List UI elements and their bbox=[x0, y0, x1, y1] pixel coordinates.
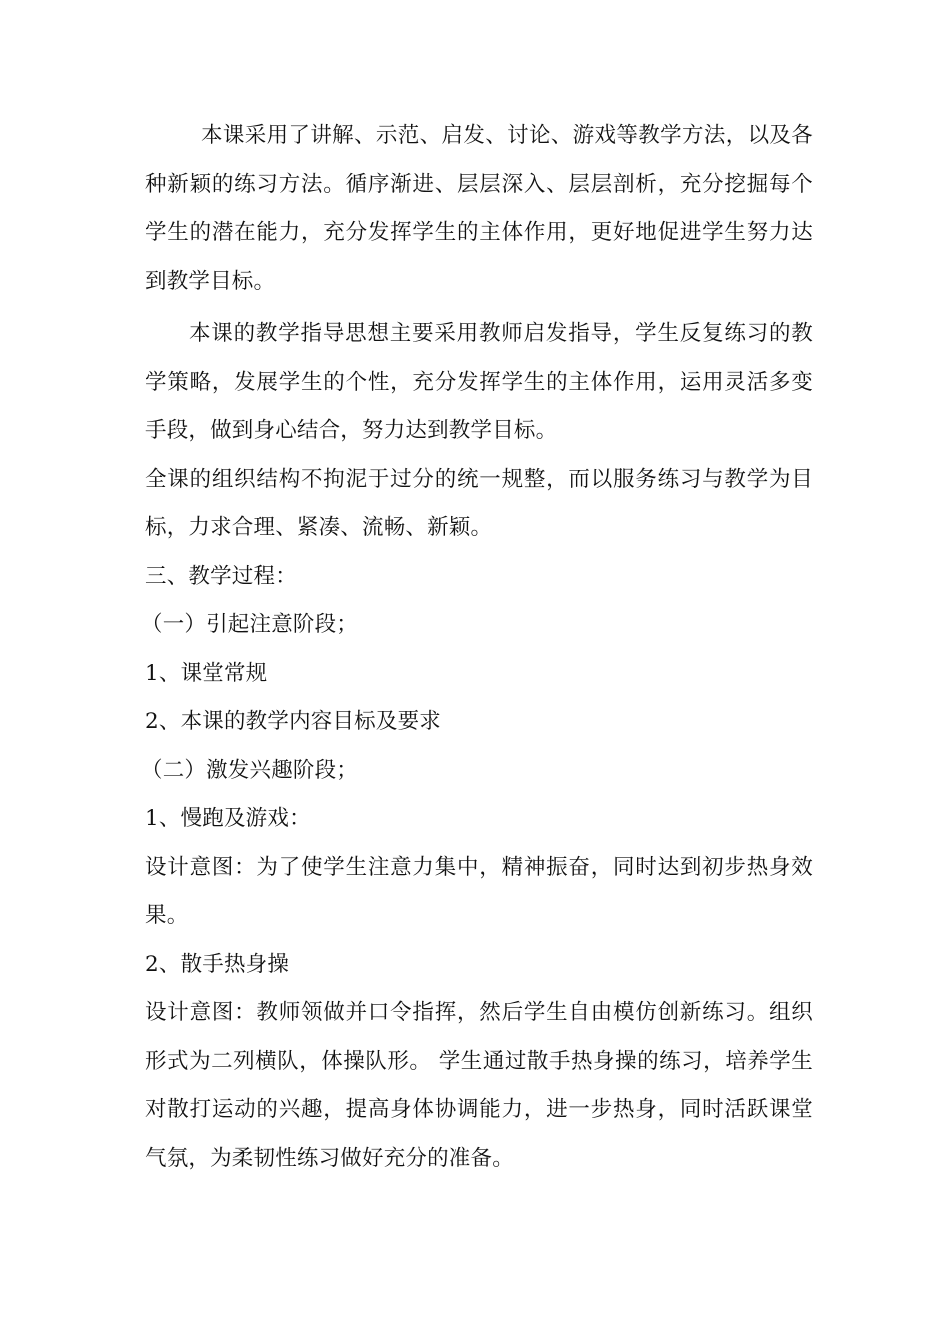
design-intent-jogging: 设计意图：为了使学生注意力集中，精神振奋，同时达到初步热身效果。 bbox=[145, 854, 813, 928]
paragraph-organization: 全课的组织结构不拘泥于过分的统一规整，而以服务练习与教学为目标，力求合理、紧凑、流畅、新颖。 bbox=[145, 466, 813, 540]
paragraph-guiding-ideology: 本课的教学指导思想主要采用教师启发指导，学生反复练习的教学策略，发展学生的个性，充分发挥学生的主体作用，运用灵活多变手段，做到身心结合，努力达到教学目标。 bbox=[145, 321, 813, 443]
design-intent-warmup: 设计意图：教师领做并口令指挥，然后学生自由模仿创新练习。组织形式为二列横队，体操队形。 学生通过散手热身操的练习，培养学生对散打运动的兴趣，提高身体协调能力，进一步热身，同时活跃课堂气氛，为柔韧性练习做好充分的准备。 bbox=[145, 1000, 813, 1171]
stage-heading-interest: （二）激发兴趣阶段； bbox=[141, 757, 359, 783]
section-heading-teaching-process: 三、教学过程： bbox=[145, 563, 297, 589]
list-item-content-goals: 2、本课的教学内容目标及要求 bbox=[145, 709, 441, 734]
paragraph-teaching-methods: 本课采用了讲解、示范、启发、讨论、游戏等教学方法，以及各种新颖的练习方法。循序渐进、层层深入、层层剖析，充分挖掘每个学生的潜在能力，充分发挥学生的主体作用，更好地促进学生努力达到教学目标。 bbox=[145, 123, 813, 294]
document-page bbox=[141, 112, 813, 1183]
list-item-jogging-games: 1、慢跑及游戏： bbox=[145, 806, 311, 831]
list-item-classroom-routine: 1、课堂常规 bbox=[145, 660, 268, 686]
stage-heading-attention: （一）引起注意阶段； bbox=[141, 612, 359, 637]
list-item-warmup-exercise: 2、散手热身操 bbox=[145, 951, 290, 977]
